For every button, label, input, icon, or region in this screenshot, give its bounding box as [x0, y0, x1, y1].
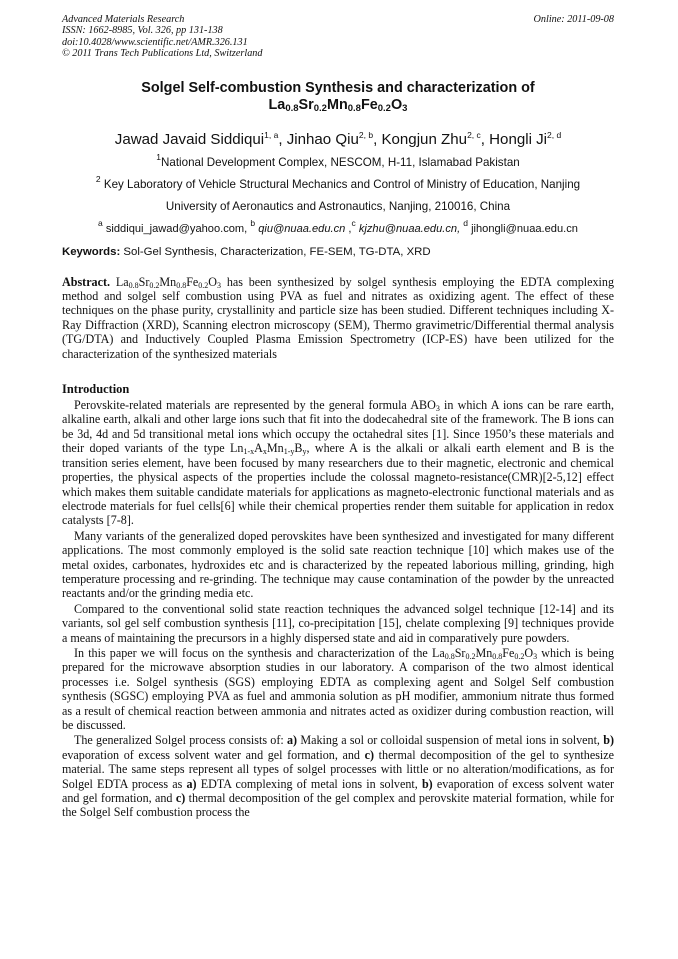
- intro-paragraph-4: In this paper we will focus on the synthesis and characterization of the $La_{0.8}Sr_{0.2}Mn_{0.8}Fe_{0.2}O_3$ which is being prepared for the microwave absorption studies in our laboratory. A comparison of the two almost identical processes i.e. Solgel synthesis (SGS) employing EDTA as complexing agent and Solgel Self combustion synthesis (SGSC) employing PVA as fuel and ammonia solution as pH modifier, ammonium nitrate thus formed as a result of chemical reaction between ammonia and nitrates acted as oxidizer during combustion reaction, will be discussed.: [62, 645, 614, 732]
- author-name: Jawad Javaid Siddiqui: [114, 130, 265, 148]
- affiliations: [62, 152, 614, 218]
- section-heading-introduction: Introduction: [62, 382, 130, 397]
- title-formula: $La_{0.8}Sr_{0.2}Mn_{0.8}Fe_{0.2}O_3$: [268, 96, 408, 114]
- journal-name: Advanced Materials Research: [62, 14, 185, 25]
- author-list: Jawad Javaid Siddiqui$^{1, a}$, Jinhao Qiu$^{2, b}$, Kongjun Zhu$^{2, c}$, Hongli Ji$^{2, d}$: [114, 129, 562, 148]
- keywords: Keywords: Sol-Gel Synthesis, Characterization, FE-SEM, TG-DTA, XRD: [62, 245, 431, 258]
- affiliation-2: $^2$ Key Laboratory of Vehicle Structural Mechanics and Control of Ministry of Education, Nanjing: [95, 173, 581, 191]
- publication-info: [62, 14, 262, 60]
- copyright-line: © 2011 Trans Tech Publications Ltd, Switzerland: [62, 48, 263, 60]
- intro-paragraph-1: Perovskite-related materials are represented by the general formula $ABO_3$ in which A ions can be rare earth, alkaline earth, alkali and other large ions such that fit into the dodecahedral site of the framework. The B ions can be 3d, 4d and 5d transitional metal ions which occupy the octahedral sites [1]. Since 1950’s these materials and their doped variants of the type $Ln_{1-x}A_xMn_{1-y}B_y$, where A is the alkali or alkali earth element and B is the transition series element, have been focused by many researchers due to their magnetic, electronic and chemical properties, the physical aspects of the properties include the colossal magneto-resistance(CMR)[2-5,12] effect which makes them suitable candidate materials for applications as magneto-electronic functional materials and as electrode materials for fuel cells[6] while their chemical properties render them suitable for application in redox catalysts [7-8].: [62, 398, 615, 528]
- author-emails: $^a$ siddiqui_jawad@yahoo.com, $^b$ qiu@nuaa.edu.cn ,$^c$ kjzhu@nuaa.edu.cn, $^d$ jihongli@nuaa.edu.cn: [98, 217, 578, 235]
- author-name: Hongli Ji: [489, 130, 548, 148]
- paper-page: [62, 14, 614, 821]
- affiliation-1: $^1$National Development Complex, NESCOM, H-11, Islamabad Pakistan: [156, 151, 520, 169]
- title-line-1: Solgel Self-combustion Synthesis and characterization of: [141, 79, 535, 96]
- abstract: Abstract. $La_{0.8}Sr_{0.2}Mn_{0.8}Fe_{0.2}O_3$ has been synthesized by solgel synthesis employing the EDTA complexing method and solgel self combustion using PVA as fuel and nitrates as oxidizing agent. The effect of these techniques on the phase purity, crystallinity and particle size has been studied. Different techniques including X-Ray Diffraction (XRD), Scanning electron microscopy (SEM), Thermo gravimetric/Differential thermal analysis (TG/DTA) and Inductively Coupled Plasma Emission Spectrometry (ICP-ES) have been utilized for the characterization of the synthesized materials: [62, 274, 614, 361]
- paper-title: [62, 80, 614, 114]
- author-name: Jinhao Qiu: [286, 130, 359, 148]
- online-date: Online: 2011-09-08: [533, 14, 614, 25]
- intro-paragraph-3: Compared to the conventional solid state reaction techniques the advanced solgel technique [12-14] and its variants, sol gel self combustion synthesis [11], co-precipitation [15], chelate complexing [9] techniques provide a means of maintaining the precursors in a highly dispersed state and aid in comparatively pure powders.: [62, 601, 614, 645]
- intro-paragraph-2: Many variants of the generalized doped perovskites have been synthesized and investigated for many different applications. The most commonly employed is the solid sate reaction technique [10] which makes use of the metal oxides, carbonates, hydroxides etc and is characterized by the repeated laborious milling, grinding, high temperature processing and re-grinding. The technique may cause contamination of the powder by the unreacted reactants and/or the grinding media etc.: [62, 528, 614, 601]
- intro-paragraph-5: The generalized Solgel process consists of: a) Making a sol or colloidal suspension of metal ions in solvent, b) evaporation of excess solvent water and gel formation, and c) thermal decomposition of the gel to synthesize material. The same steps represent all types of solgel processes with little or no alteration/modifications, as for Solgel EDTA process as a) EDTA complexing of metal ions in solvent, b) evaporation of excess solvent water and gel formation, and c) thermal decomposition of the gel complex and perovskite material formation, while for the Solgel Self combustion process the: [62, 733, 615, 820]
- affiliation-2-cont: University of Aeronautics and Astronautics, Nanjing, 210016, China: [165, 199, 511, 213]
- email-b[interactable]: qiu@nuaa.edu.cn: [258, 222, 346, 235]
- email-a[interactable]: siddiqui_jawad@yahoo.com,: [105, 222, 248, 235]
- issn-line: ISSN: 1662-8985, Vol. 326, pp 131-138: [62, 25, 223, 37]
- email-c[interactable]: kjzhu@nuaa.edu.cn,: [358, 222, 461, 235]
- email-d[interactable]: jihongli@nuaa.edu.cn: [471, 222, 578, 235]
- doi-line[interactable]: doi:10.4028/www.scientific.net/AMR.326.131: [62, 36, 248, 48]
- running-header: [62, 14, 614, 60]
- author-name: Kongjun Zhu: [381, 130, 468, 148]
- abstract-label: Abstract.: [62, 274, 111, 289]
